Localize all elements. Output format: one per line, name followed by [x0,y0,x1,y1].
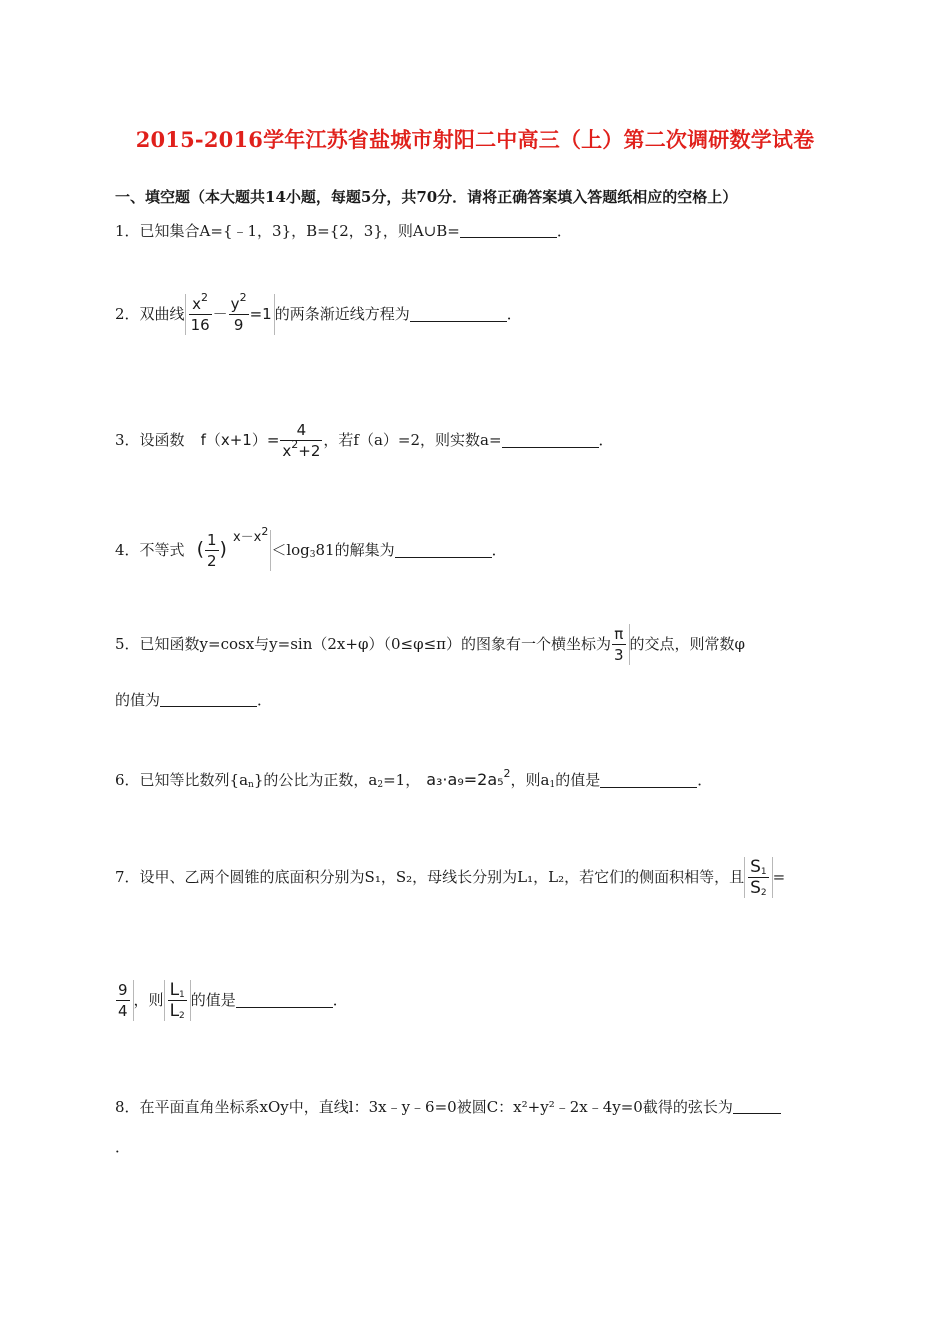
question-number: 7． [115,868,140,886]
question-text-3: 的值为 [115,691,161,709]
geometric-formula: a₃·a₉=2a₅$^2$ [426,767,511,789]
question-text-2: ，则$a_1$的值是 [510,771,601,790]
question-text-3: ，则 [133,991,164,1009]
answer-blank [236,993,333,1008]
question-4 [115,524,507,576]
question-number: 3． [115,431,140,449]
period: ． [556,222,572,240]
question-number: 2． [115,305,140,323]
question-text-4: 的值是 [190,991,236,1009]
period: ． [598,431,614,449]
question-text: 设甲、乙两个圆锥的底面积分别为S₁，S₂，母线长分别为L₁，L₂，若它们的侧面积相等，且 [139,868,745,886]
question-text-2: $<\log_381$的解集为 [271,541,395,560]
nine-over-four: $\frac{9}{4}$ [115,980,134,1021]
period: ． [491,541,507,559]
question-text-2: ，若f（a）=2，则实数a= [323,431,502,449]
section-heading: 一、填空题（本大题共14小题，每题5分，共70分．请将正确答案填入答题纸相应的空格上） [115,188,738,206]
pi-over-3: $\frac{\pi}{3}$ [611,624,630,665]
question-1 [115,221,572,241]
question-number: 5． [115,635,140,653]
page-title: 2015-2016学年江苏省盐城市射阳二中高三（上）第二次调研数学试卷 [135,127,815,152]
question-text: 已知集合A={﹣1，3}，B={2，3}，则A∪B= [139,222,460,240]
question-text: 已知等比数列$\{a_n\}$的公比为正数，$a_2=1$， [139,771,421,790]
question-number: 8． [115,1098,140,1116]
question-text: 不等式 [139,541,185,559]
hyperbola-formula: $\frac{x^2}{16}$ － $\frac{y^2}{9}$ =1 [185,294,275,335]
answer-blank [600,773,697,788]
question-8-period: ． [115,1138,131,1156]
answer-blank [460,223,557,238]
area-ratio: $\frac{S_1}{S_2}$ [744,857,773,898]
equals-sign: = [772,868,786,886]
question-text: 双曲线 [139,305,185,323]
period: ． [697,771,713,789]
question-3 [115,410,614,470]
question-text-2: 的两条渐近线方程为 [274,305,410,323]
question-text: 在平面直角坐标系xOy中，直线l：3x﹣y﹣6=0被圆C：x²+y²﹣2x﹣4y=0截得的弦长为 [139,1098,733,1116]
question-6 [115,760,712,800]
length-ratio: $\frac{L_1}{L_2}$ [164,980,191,1021]
question-8 [115,1097,781,1117]
answer-blank [160,692,257,707]
question-2 [115,288,522,340]
answer-blank [733,1099,781,1114]
question-5-line-2 [115,690,272,710]
question-number: 1． [115,222,140,240]
inequality-formula: ( $\frac{1}{2}$ )$^{x-x^2}$ [197,530,272,571]
answer-blank [395,543,492,558]
question-text: 已知函数y=cosx与y=sin（2x+φ）（0≤φ≤π）的图象有一个横坐标为 [139,635,611,653]
function-formula: f（x+1）= $\frac{4}{x^2+2}$ [200,420,321,460]
question-7-line-2 [115,972,348,1028]
question-text-2: 的交点，则常数φ [629,635,746,653]
question-text: 设函数 [139,431,185,449]
answer-blank [502,433,599,448]
period: ． [506,305,522,323]
period: ． [257,691,273,709]
answer-blank [410,307,507,322]
question-5 [115,618,745,670]
question-7 [115,848,785,906]
question-number: 6． [115,771,140,789]
question-number: 4． [115,541,140,559]
period: ． [332,991,348,1009]
